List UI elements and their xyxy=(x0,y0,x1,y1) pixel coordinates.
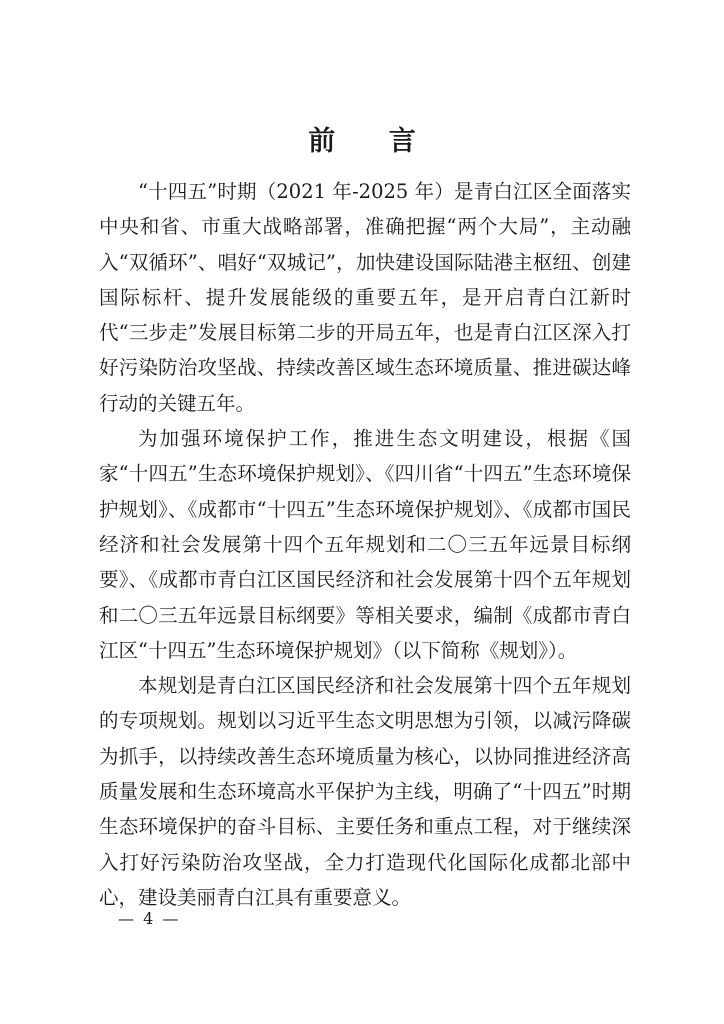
body-text xyxy=(99,174,631,915)
paragraph-intro: “十四五”时期（2021 年-2025 年）是青白江区全面落实中央和省、市重大战略部署，准确把握“两个大局”，主动融入“双循环”、唱好“双城记”，加快建设国际陆港主枢纽、创建国际标杆、提升发展能级的重要五年，是开启青白江新时代“三步走”发展目标第二步的开局五年，也是青白江区深入打好污染防治攻坚战、持续改善区域生态环境质量、推进碳达峰行动的关键五年。 xyxy=(99,180,631,415)
paragraph-basis: 为加强环境保护工作，推进生态文明建设，根据《国家“十四五”生态环境保护规划》、《四川省“十四五”生态环境保护规划》、《成都市“十四五”生态环境保护规划》、《成都市国民经济和社会发展第十四个五年规划和二〇三五年远景目标纲要》、《成都市青白江区国民经济和社会发展第十四个五年规划和二〇三五年远景目标纲要》等相关要求，编制《成都市青白江区“十四五”生态环境保护规划》（以下简称《规划》）。 xyxy=(99,427,631,662)
paragraph-significance: 本规划是青白江区国民经济和社会发展第十四个五年规划的专项规划。规划以习近平生态文明思想为引领，以减污降碳为抓手，以持续改善生态环境质量为核心，以协同推进经济高质量发展和生态环境高水平保护为主线，明确了“十四五”时期生态环境保护的奋斗目标、主要任务和重点工程，对于继续深入打好污染防治攻坚战，全力打造现代化国际化成都北部中心，建设美丽青白江具有重要意义。 xyxy=(99,674,631,909)
page-number: — 4 — xyxy=(118,909,181,928)
page-title: 前 言 xyxy=(308,126,438,157)
